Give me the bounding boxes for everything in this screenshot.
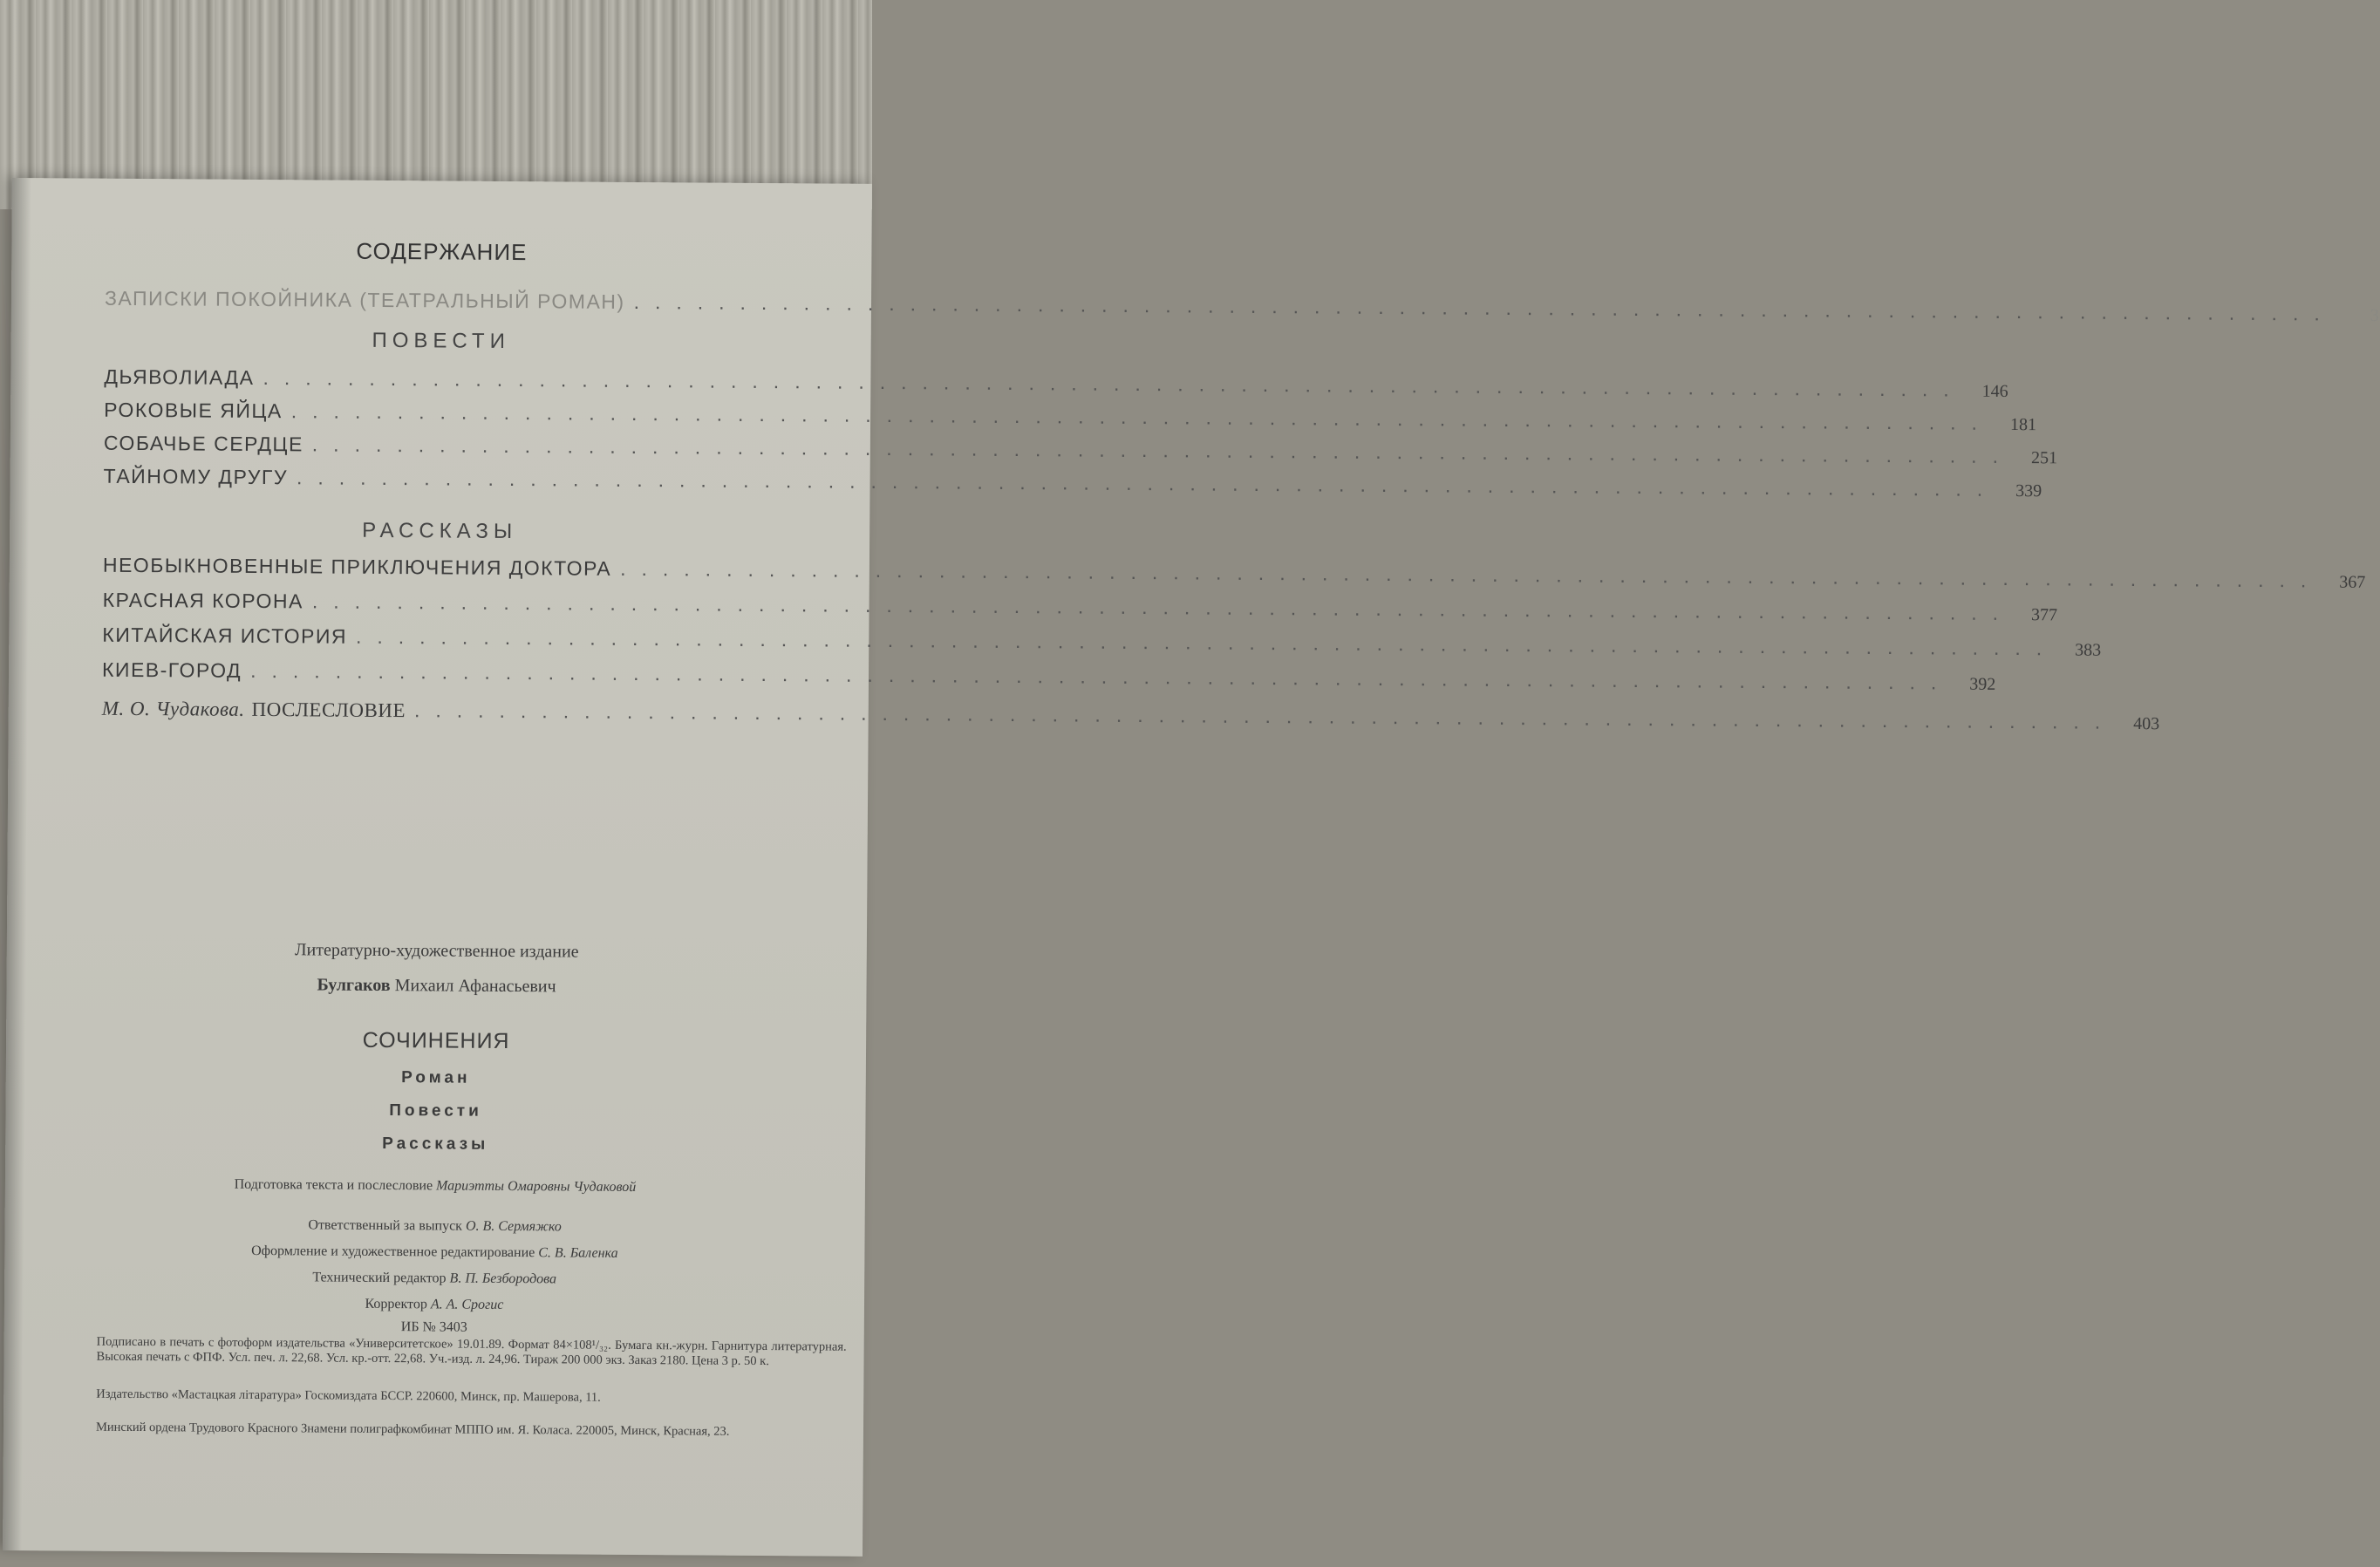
toc-entry-title: ЗАПИСКИ ПОКОЙНИКА (ТЕАТРАЛЬНЫЙ РОМАН) (104, 286, 625, 313)
section-heading-povesti: ПОВЕСТИ (372, 328, 510, 353)
toc-entry (101, 657, 1996, 694)
work-title: СОЧИНЕНИЯ (362, 1027, 510, 1054)
credit-name: Мариэтты Омаровны Чудаковой (436, 1178, 637, 1196)
design-credit (4, 1242, 864, 1264)
toc-leader-dots: ................................................................................ (263, 366, 1965, 401)
toc-entry-page: 339 (2015, 481, 2042, 501)
responsible-credit (5, 1216, 865, 1237)
toc-entry-page: 377 (2031, 605, 2058, 625)
toc-leader-dots: ................................................................................ (311, 433, 2015, 468)
toc-entry-title: ТАЙНОМУ ДРУГУ (103, 464, 289, 489)
toc-entry-page: 392 (1969, 674, 1996, 694)
toc-leader-dots: ................................................................................ (296, 466, 1999, 501)
toc-leader-dots: ................................................................................ (633, 290, 2336, 325)
genre-novel: Роман (401, 1068, 471, 1087)
edition-type: Литературно-художественное издание (294, 940, 579, 962)
toc-entry-title: КИТАЙСКАЯ ИСТОРИЯ (102, 623, 348, 648)
ib-number: ИБ № 3403 (400, 1319, 467, 1335)
book-page (3, 178, 2379, 1557)
toc-entry-title: РОКОВЫЕ ЯЙЦА (104, 398, 283, 423)
credit-label: Ответственный за выпуск (308, 1217, 463, 1234)
section-heading-rasskazy: РАССКАЗЫ (362, 518, 518, 544)
toc-entry (102, 623, 2102, 660)
afterword-author: М. О. Чудакова. (101, 697, 245, 720)
toc-entry-page: 3 (2370, 305, 2379, 325)
toc-entry (103, 464, 2042, 501)
toc-entry-page: 146 (1981, 381, 2008, 401)
credit-name: О. В. Сермяжко (465, 1218, 562, 1235)
toc-entry-page: 251 (2030, 448, 2058, 468)
publisher-info: Издательство «Мастацкая літаратура» Госкомиздата БССР. 220600, Минск, пр. Машерова, 11. (96, 1386, 601, 1405)
credit-name: А. А. Срогис (430, 1297, 504, 1312)
credit-name: С. В. Баленка (538, 1245, 618, 1261)
text-preparation-credit (5, 1175, 865, 1197)
toc-entry-afterword (101, 697, 2160, 734)
toc-entry-page: 383 (2075, 640, 2102, 660)
toc-entry (104, 364, 2008, 401)
toc-entry-title: КРАСНАЯ КОРОНА (102, 588, 304, 613)
toc-entry-title: КИЕВ-ГОРОД (101, 657, 242, 682)
toc-entry (103, 431, 2058, 468)
toc-entry-title: СОБАЧЬЕ СЕРДЦЕ (103, 431, 303, 456)
toc-entry-page: 367 (2339, 572, 2366, 592)
toc-entry (102, 588, 2058, 625)
credit-label: Подготовка текста и послесловие (234, 1176, 433, 1194)
toc-heading: СОДЕРЖАНИЕ (356, 237, 528, 266)
toc-leader-dots: ................................................................................ (355, 624, 2058, 660)
toc-entry-title: ПОСЛЕСЛОВИЕ (251, 698, 406, 722)
toc-entry (102, 553, 2366, 592)
toc-entry (104, 398, 2037, 435)
print-details: Подписано в печать с фотоформ издательства «Университетское» 19.01.89. Формат 84×108¹/₃₂. Бумага кн.-журн. Гарнитура литературная. Высокая печать с ФПФ. Усл. печ. л. 22,68. Усл. кр.-отт. 22,68. Уч.-изд. л. 24,96. Тираж 200 000 экз. Заказ 2180. Цена 3 р. 50 к. (96, 1334, 847, 1369)
genre-novellas: Повести (389, 1101, 482, 1121)
genre-stories: Рассказы (382, 1134, 489, 1154)
toc-entry-novel (104, 286, 2379, 325)
toc-leader-dots: ................................................................................ (311, 589, 2015, 625)
author-surname: Булгаков (317, 975, 391, 996)
credit-label: Технический редактор (312, 1270, 447, 1286)
credit-label: Оформление и художественное редактирование (251, 1243, 535, 1261)
credit-label: Корректор (365, 1296, 427, 1312)
tech-editor-credit (4, 1268, 864, 1290)
corrector-credit (4, 1294, 864, 1316)
printer-info: Минский ордена Трудового Красного Знамени полиграфкомбинат МППО им. Я. Коласа. 220005, Минск, Красная, 23. (95, 1420, 730, 1439)
toc-leader-dots: ................................................................................ (413, 698, 2117, 733)
toc-leader-dots: ................................................................................ (250, 658, 1953, 694)
toc-entry-title: ДЬЯВОЛИАДА (104, 364, 255, 389)
toc-entry-page: 181 (2009, 415, 2037, 435)
toc-leader-dots: ................................................................................ (620, 556, 2322, 592)
toc-entry-page: 403 (2133, 713, 2160, 734)
toc-leader-dots: ................................................................................ (290, 399, 1994, 434)
author-name: Михаил Афанасьевич (394, 976, 556, 997)
author-line (6, 973, 866, 999)
credit-name: В. П. Безбородова (449, 1271, 557, 1287)
toc-entry-title: НЕОБЫКНОВЕННЫЕ ПРИКЛЮЧЕНИЯ ДОКТОРА (102, 553, 612, 580)
